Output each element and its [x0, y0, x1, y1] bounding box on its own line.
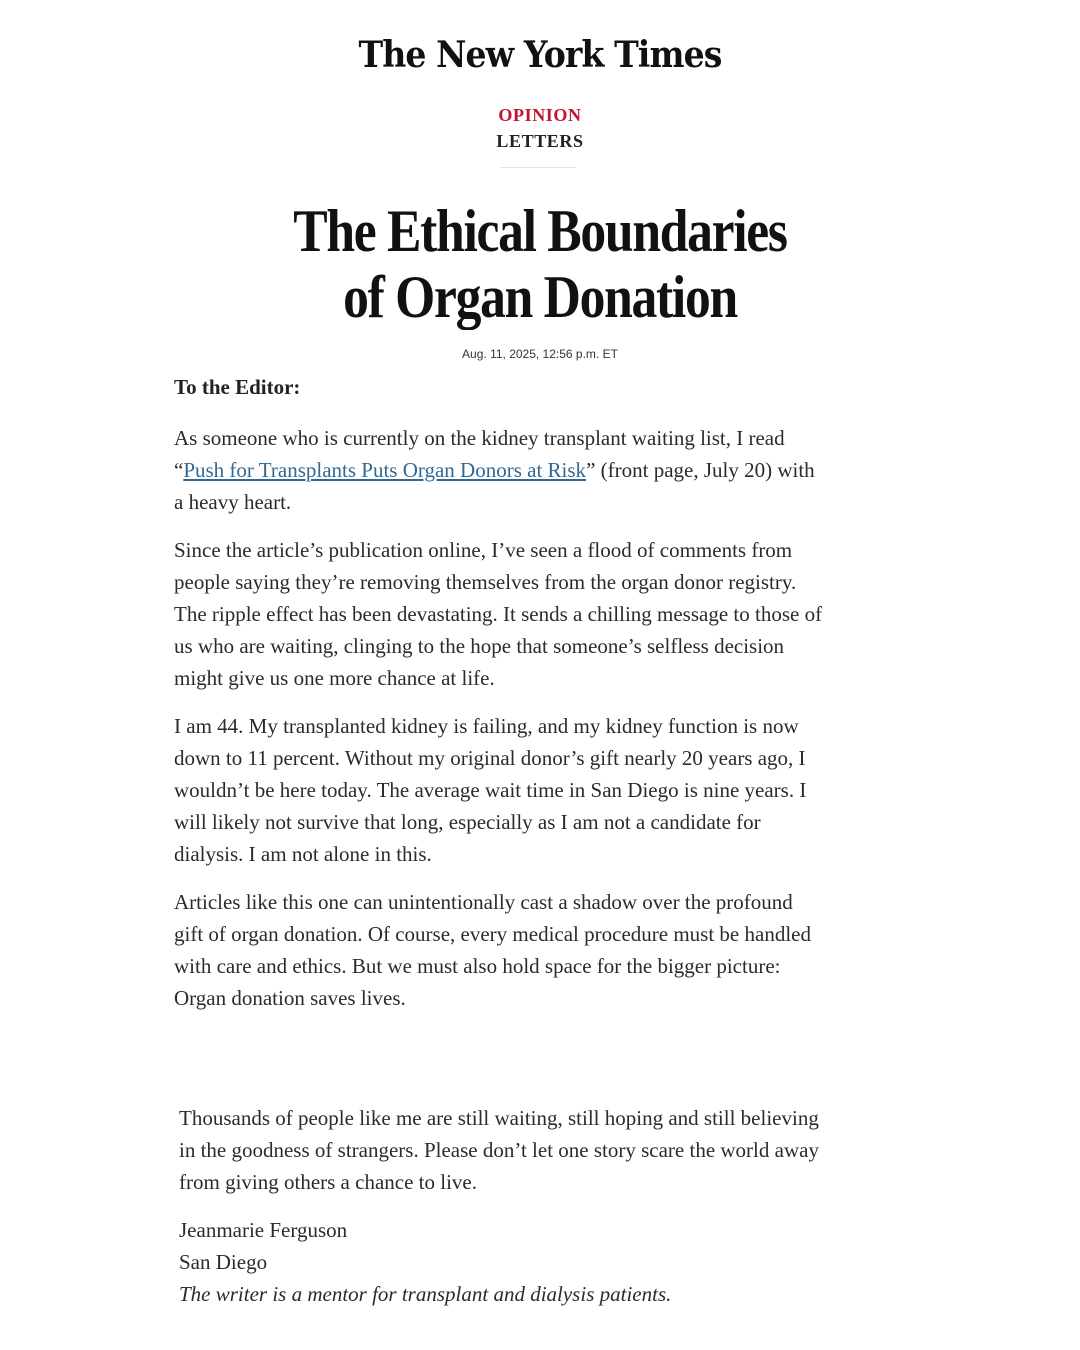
headline-line-2: of Organ Donation — [343, 264, 737, 330]
paragraph-5: Thousands of people like me are still waiting, still hoping and still believing in the goodness of strangers. Please don’t let one story scare the world away from giving others a chance to live. — [179, 1106, 819, 1194]
letter-body — [174, 374, 824, 1030]
masthead-logo[interactable]: The New York Times — [358, 34, 722, 76]
divider — [500, 167, 576, 168]
paragraph-1-text-a: As someone who is currently on the kidney transplant waiting list, I read “ — [174, 426, 785, 482]
article-link[interactable]: Push for Transplants Puts Organ Donors at Risk — [183, 458, 587, 482]
publish-timestamp: Aug. 11, 2025, 12:56 p.m. ET — [462, 347, 618, 361]
page-title — [0, 198, 1080, 330]
paragraph-1-text-b: ” (front page, July 20) with a heavy heart. — [174, 458, 815, 514]
section-kicker-opinion[interactable]: OPINION — [498, 105, 582, 125]
salutation: To the Editor: — [174, 375, 301, 399]
paragraph-1 — [174, 422, 824, 518]
section-kicker-letters[interactable]: LETTERS — [496, 131, 584, 151]
letter-closing — [179, 1102, 829, 1310]
paragraph-2: Since the article’s publication online, I’ve seen a flood of comments from people saying they’re removing themselves from the organ donor registry. The ripple effect has been devastating. It sends a chilling message to those of us who are waiting, clinging to the hope that someone’s selfless decision might give us one more chance at life. — [174, 538, 823, 690]
author-name: Jeanmarie Ferguson — [179, 1218, 348, 1242]
paragraph-3: I am 44. My transplanted kidney is failing, and my kidney function is now down to 11 percent. Without my original donor’s gift nearly 20 years ago, I wouldn’t be here today. The average wait time in San Diego is nine years. I will likely not survive that long, especially as I am not a candidate for dialysis. I am not alone in this. — [174, 714, 807, 866]
author-location: San Diego — [179, 1250, 268, 1274]
author-bio: The writer is a mentor for transplant and dialysis patients. — [179, 1282, 672, 1306]
headline-line-1: The Ethical Boundaries — [293, 198, 787, 264]
paragraph-4: Articles like this one can unintentionally cast a shadow over the profound gift of organ donation. Of course, every medical procedure must be handled with care and ethics. But we must also hold space for the bigger picture: Organ donation saves lives. — [174, 890, 811, 1010]
